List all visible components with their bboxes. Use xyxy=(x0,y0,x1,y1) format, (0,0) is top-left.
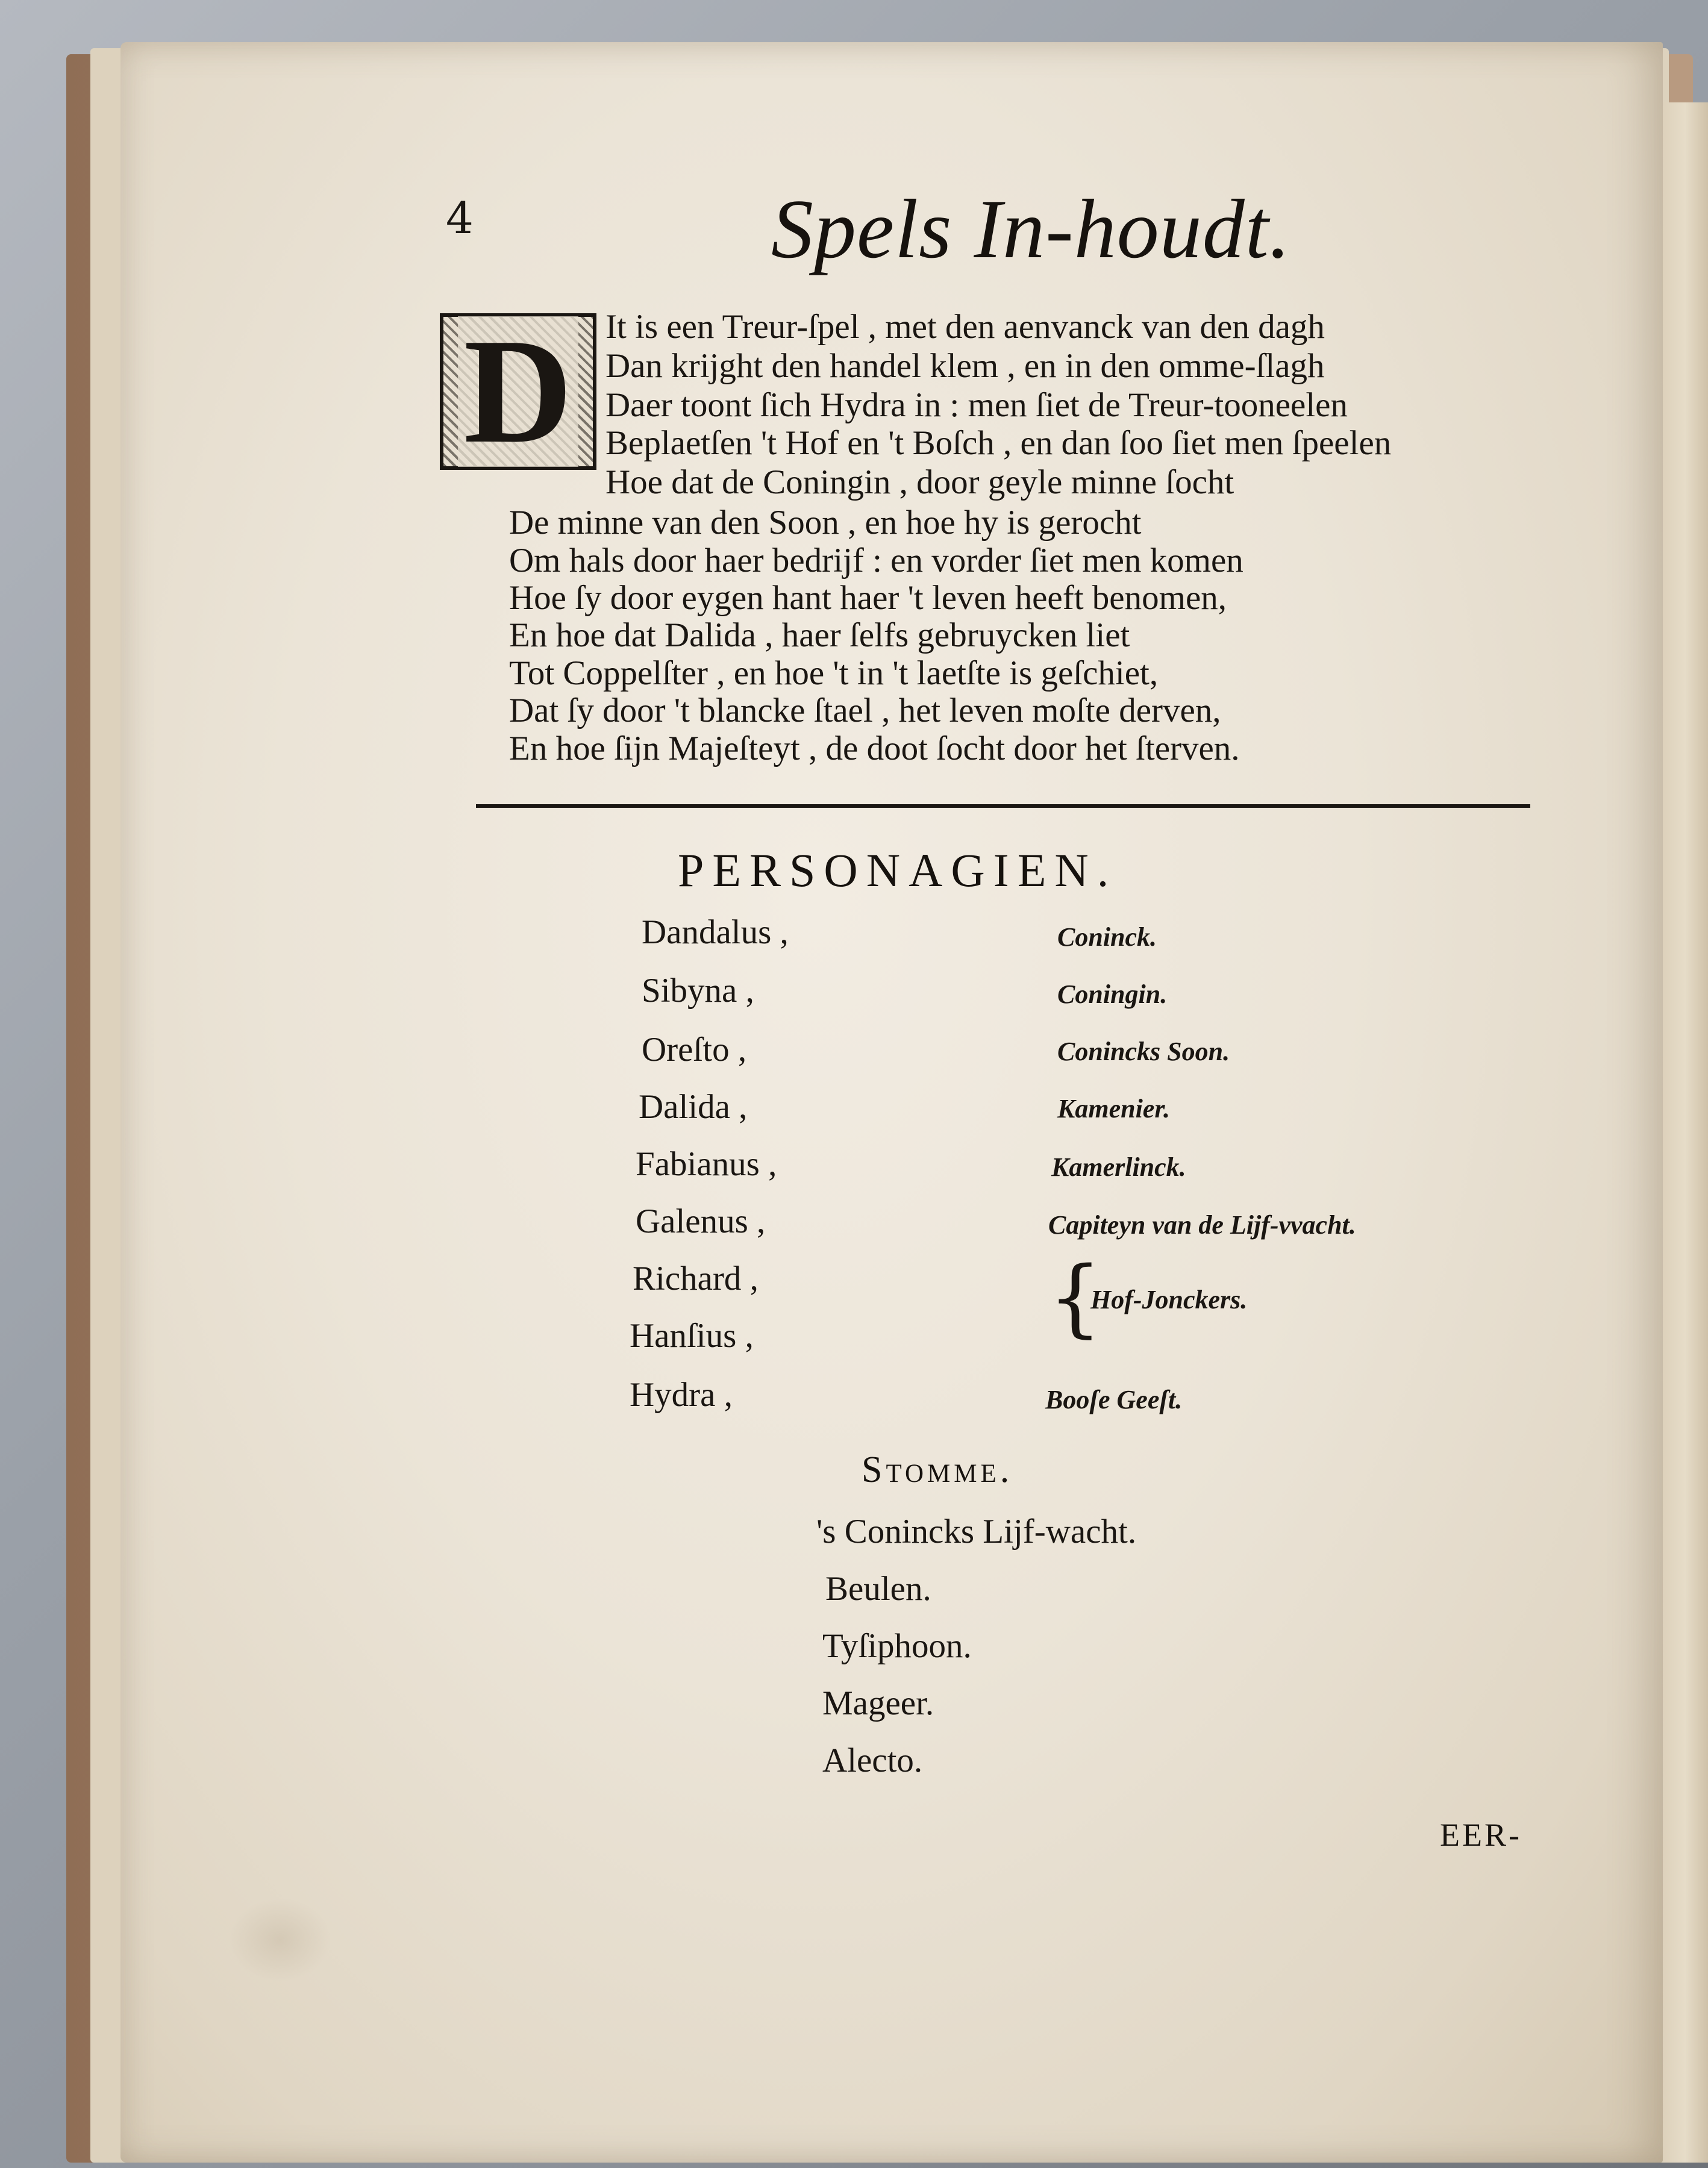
character-role: Kamerlinck. xyxy=(1051,1152,1186,1182)
character-name: Galenus , xyxy=(636,1202,766,1240)
verse-line: It is een Treur-ſpel , met den aenvanck van den dagh xyxy=(605,308,1325,346)
mute-heading: Stomme. xyxy=(862,1449,1013,1490)
character-name: Hydra , xyxy=(630,1376,733,1414)
verse-line: Hoe ſy door eygen hant haer 't leven heeft benomen, xyxy=(509,579,1227,617)
character-name: Richard , xyxy=(633,1260,759,1298)
verse-line: Hoe dat de Coningin , door geyle minne ſocht xyxy=(605,463,1234,501)
verse-line: Om hals door haer bedrijf : en vorder ſiet men komen xyxy=(509,542,1243,579)
character-role: Hof-Jonckers. xyxy=(1090,1285,1248,1314)
mute-character: Alecto. xyxy=(822,1742,923,1779)
character-role: Booſe Geeſt. xyxy=(1045,1385,1183,1414)
cast-heading: PERSONAGIEN. xyxy=(678,844,1118,896)
verse-line: En hoe dat Dalida , haer ſelfs gebruycken liet xyxy=(509,616,1130,654)
character-name: Oreſto , xyxy=(642,1031,747,1069)
character-name: Fabianus , xyxy=(636,1145,777,1183)
ornamental-dropcap xyxy=(440,308,596,475)
verse-line: Tot Coppelſter , en hoe 't in 't laetſte is geſchiet, xyxy=(509,654,1159,692)
catchword: EER- xyxy=(1440,1817,1522,1853)
page-number: 4 xyxy=(446,193,474,243)
character-name: Dalida , xyxy=(639,1088,748,1126)
verse-line: De minne van den Soon , en hoe hy is gerocht xyxy=(509,504,1142,542)
page-title: Spels In-houdt. xyxy=(771,183,1291,276)
verse-line: Beplaetſen 't Hof en 't Boſch , en dan ſoo ſiet men ſpeelen xyxy=(605,424,1392,462)
mute-character: 's Conincks Lijf-wacht. xyxy=(816,1513,1137,1551)
mute-character: Beulen. xyxy=(825,1570,931,1608)
verse-line: En hoe ſijn Majeſteyt , de doot ſocht door het ſterven. xyxy=(509,729,1240,767)
verse-line: Dan krijght den handel klem , en in den omme-ſlagh xyxy=(605,347,1325,385)
verse-line: Daer toont ſich Hydra in : men ſiet de Treur-tooneelen xyxy=(605,386,1348,424)
dropcap-letter: D xyxy=(458,316,579,467)
character-role: Coningin. xyxy=(1057,979,1168,1009)
character-role: Capiteyn van de Lijf-vvacht. xyxy=(1048,1210,1356,1240)
character-name: Hanſius , xyxy=(630,1317,754,1355)
paper-stain xyxy=(229,1898,331,1982)
character-role: Kamenier. xyxy=(1057,1094,1171,1123)
character-role: Conincks Soon. xyxy=(1057,1037,1230,1066)
verse-line: Dat ſy door 't blancke ſtael , het leven moſte derven, xyxy=(509,692,1221,729)
mute-character: Mageer. xyxy=(822,1684,934,1722)
character-name: Dandalus , xyxy=(642,913,789,951)
section-divider xyxy=(476,804,1530,808)
mute-character: Tyſiphoon. xyxy=(822,1627,972,1665)
character-role: Coninck. xyxy=(1057,922,1157,952)
curly-brace-icon: { xyxy=(1048,1249,1103,1347)
character-name: Sibyna , xyxy=(642,972,754,1010)
